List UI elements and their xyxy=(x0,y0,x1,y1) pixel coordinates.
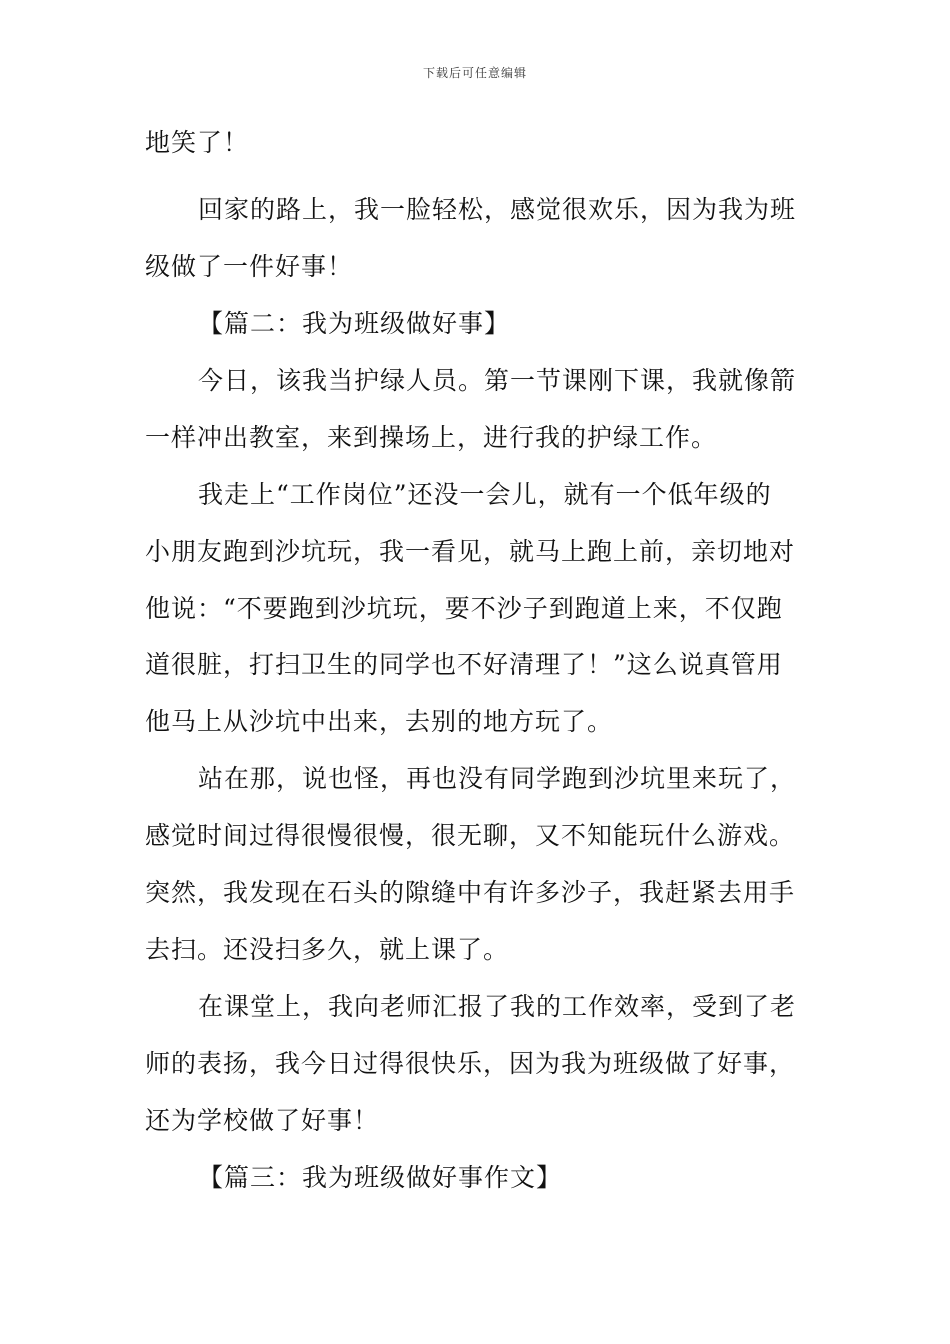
paragraph-start-line: 在课堂上，我向老师汇报了我的工作效率，受到了老 xyxy=(198,992,797,1021)
section-heading-2: 【篇二：我为班级做好事】 xyxy=(198,309,511,338)
text-line: 师的表扬，我今日过得很快乐，因为我为班级做了好事， xyxy=(145,1049,796,1078)
paragraph-start-line: 回家的路上，我一脸轻松，感觉很欢乐，因为我为班 xyxy=(198,195,797,224)
text-line: 他说：“不要跑到沙坑玩，要不沙子到跑道上来，不仅跑 xyxy=(145,594,783,623)
paragraph-start-line: 今日，该我当护绿人员。第一节课刚下课，我就像箭 xyxy=(198,366,797,395)
text-line: 他马上从沙坑中出来，去别的地方玩了。 xyxy=(145,707,614,736)
text-line: 突然，我发现在石头的隙缝中有许多沙子，我赶紧去用手 xyxy=(145,878,796,907)
text-line: 一样冲出教室，来到操场上，进行我的护绿工作。 xyxy=(145,423,718,452)
text-line: 感觉时间过得很慢很慢，很无聊，又不知能玩什么游戏。 xyxy=(145,821,796,850)
paragraph-start-line: 站在那，说也怪，再也没有同学跑到沙坑里来玩了， xyxy=(198,764,797,793)
text-line: 去扫。还没扫多久，就上课了。 xyxy=(145,935,510,964)
text-line: 级做了一件好事！ xyxy=(145,252,354,281)
text-line: 道很脏，打扫卫生的同学也不好清理了！”这么说真管用 xyxy=(145,650,783,679)
text-line: 小朋友跑到沙坑玩，我一看见，就马上跑上前，亲切地对 xyxy=(145,537,796,566)
page-header: 下载后可任意编辑 xyxy=(422,66,527,80)
text-line: 地笑了！ xyxy=(145,128,250,157)
section-heading-3: 【篇三：我为班级做好事作文】 xyxy=(198,1163,563,1192)
text-line: 还为学校做了好事！ xyxy=(145,1106,380,1135)
paragraph-start-line: 我走上“工作岗位”还没一会儿，就有一个低年级的 xyxy=(198,480,772,509)
